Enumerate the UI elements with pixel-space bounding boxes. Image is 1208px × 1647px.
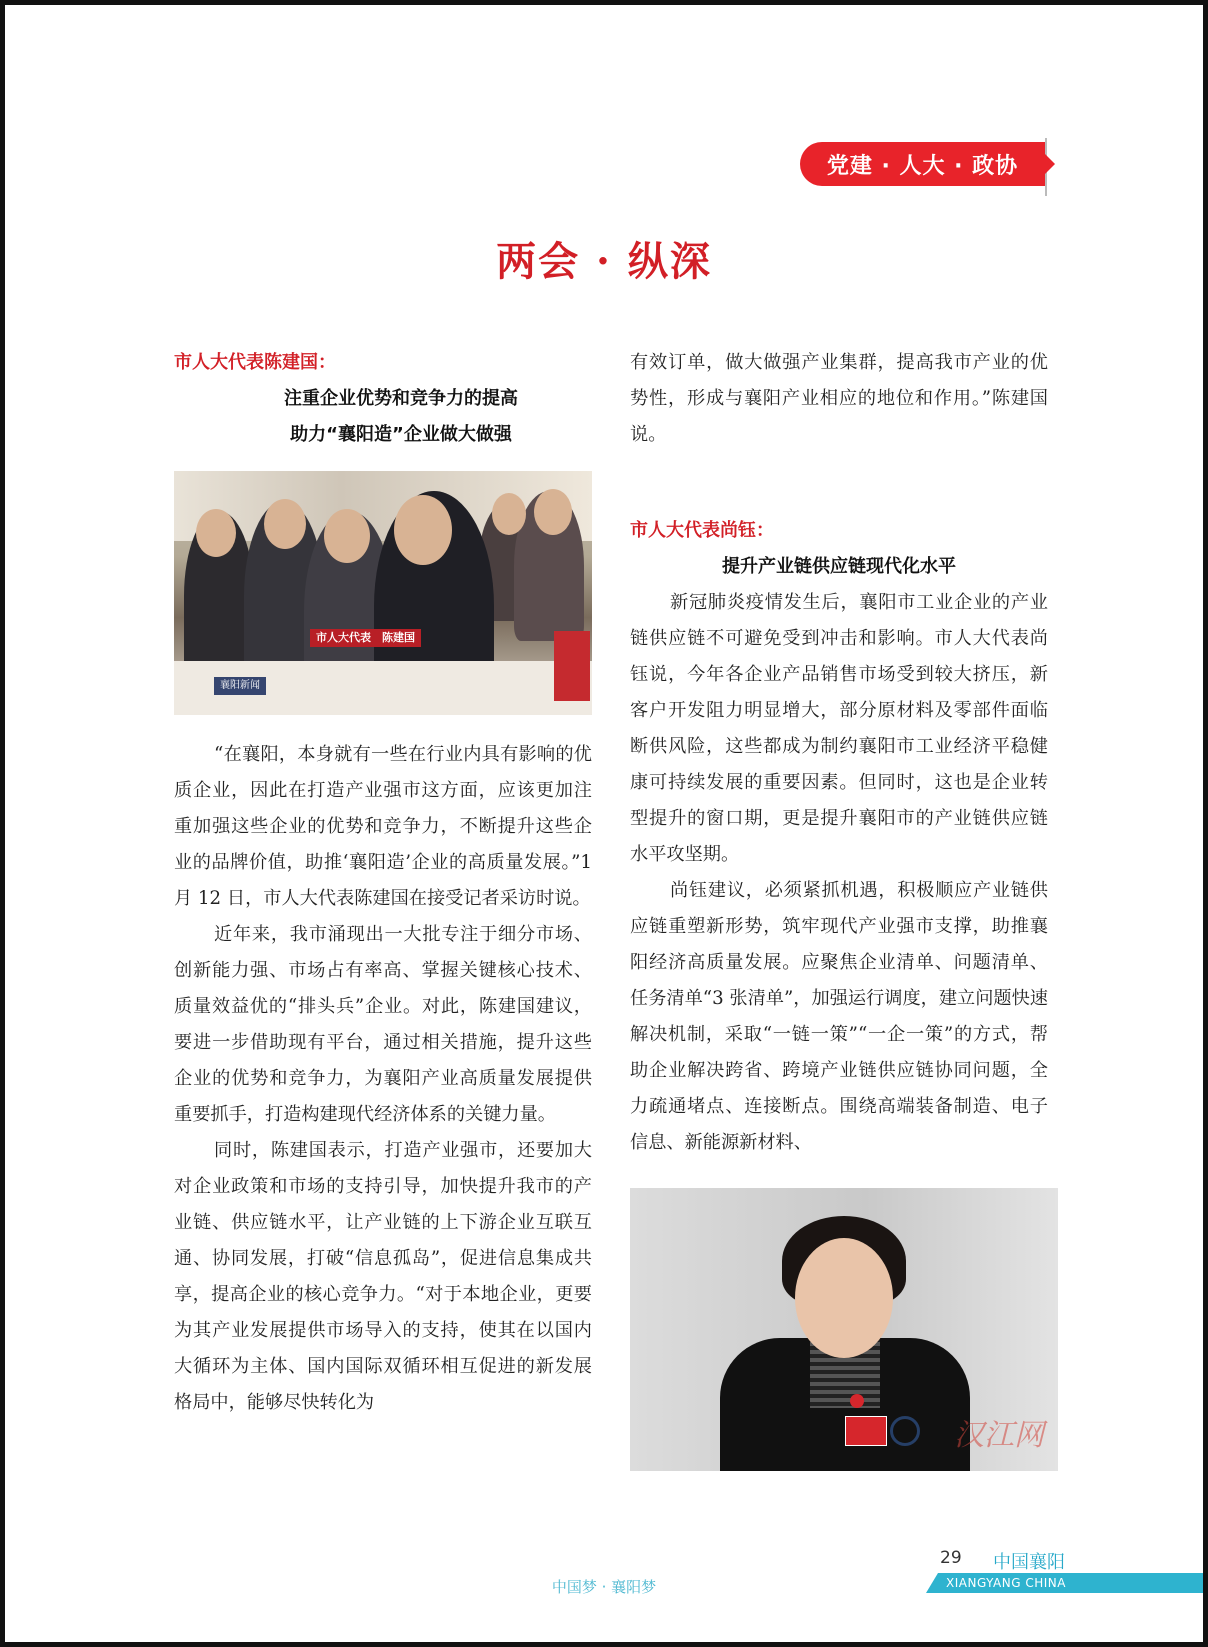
article1-subtitle-line2: 助力“襄阳造”企业做大做强 [290,424,512,445]
article1-photo [174,471,592,715]
article1-continuation [630,345,1048,453]
article1-paragraph: “在襄阳，本身就有一些在行业内具有影响的优质企业，因此在打造产业强市这方面，应该更加注重加强这些企业的优势和竞争力，不断提升这些企业的品牌价值，助推‘襄阳造’企业的高质量发展。”1 月 12 日，市人大代表陈建国在接受记者采访时说。 [174,744,592,909]
article2-photo [630,1188,1058,1471]
watermark-logo-icon [890,1416,920,1446]
magazine-name: 中国襄阳 [993,1552,1065,1573]
article2-paragraph: 新冠肺炎疫情发生后，襄阳市工业企业的产业链供应链不可避免受到冲击和影响。市人大代表尚钰说，今年各企业产品销售市场受到较大挤压，新客户开发阻力明显增大，部分原材料及零部件面临断供风险，这些都成为制约襄阳市工业经济平稳健康可持续发展的重要因素。但同时，这也是企业转型提升的窗口期，更是提升襄阳市的产业链供应链水平攻坚期。 [630,592,1048,865]
article1-continuation-text: 有效订单，做大做强产业集群，提高我市产业的优势性，形成与襄阳产业相应的地位和作用。”陈建国说。 [630,352,1048,445]
article2-body [630,585,1048,1161]
photo-watermark: 汉江网 [954,1418,1044,1453]
page-number: 29 [940,1548,962,1568]
article2-paragraph: 尚钰建议，必须紧抓机遇，积极顺应产业链供应链重塑新形势，筑牢现代产业强市支撑，助推襄阳经济高质量发展。应聚焦企业清单、问题清单、任务清单“3 张清单”，加强运行调度，建立问题快速解决机制，采取“一链一策”“一企一策”的方式，帮助企业解决跨省、跨境产业链供应链协同问题，全力疏通堵点、连接断点。围绕高端装备制造、电子信息、新能源新材料、 [630,880,1048,1153]
photo-ticker: 襄阳新闻 [214,677,266,695]
article1-paragraph: 同时，陈建国表示，打造产业强市，还要加大对企业政策和市场的支持引导，加快提升我市的产业链、供应链水平，让产业链的上下游企业互联互通、协同发展，打破“信息孤岛”，促进信息集成共享，提高企业的核心竞争力。“对于本地企业，更要为其产业发展提供市场导入的支持，使其在以国内大循环为主体、国内国际双循环相互促进的新发展格局中，能够尽快转化为 [174,1140,592,1413]
article1-speaker: 市人大代表陈建国： [174,352,336,373]
section-tag: 党建 · 人大 · 政协 [800,142,1045,186]
footer-slogan: 中国梦 · 襄阳梦 [551,1578,657,1596]
delegate-badge-icon [845,1416,887,1446]
article1-paragraph: 近年来，我市涌现出一大批专注于细分市场、创新能力强、市场占有率高、掌握关键核心技术、质量效益优的“排头兵”企业。对此，陈建国建议，要进一步借助现有平台，通过相关措施，提升这些企业的优势和竞争力，为襄阳产业高质量发展提供重要抓手，打造构建现代经济体系的关键力量。 [174,924,592,1125]
article1-subtitle-line1: 注重企业优势和竞争力的提高 [284,388,518,409]
article2-subtitle: 提升产业链供应链现代化水平 [722,556,956,577]
party-pin-icon [850,1394,864,1408]
article1-body [174,737,592,1421]
page-title: 两会 · 纵深 [496,238,712,285]
left-column [174,345,592,1421]
photo-caption: 市人大代表 陈建国 [310,629,421,647]
magazine-name-en: XIANGYANG CHINA [946,1576,1066,1590]
right-column [630,345,1048,1161]
article2-speaker: 市人大代表尚钰： [630,520,774,541]
